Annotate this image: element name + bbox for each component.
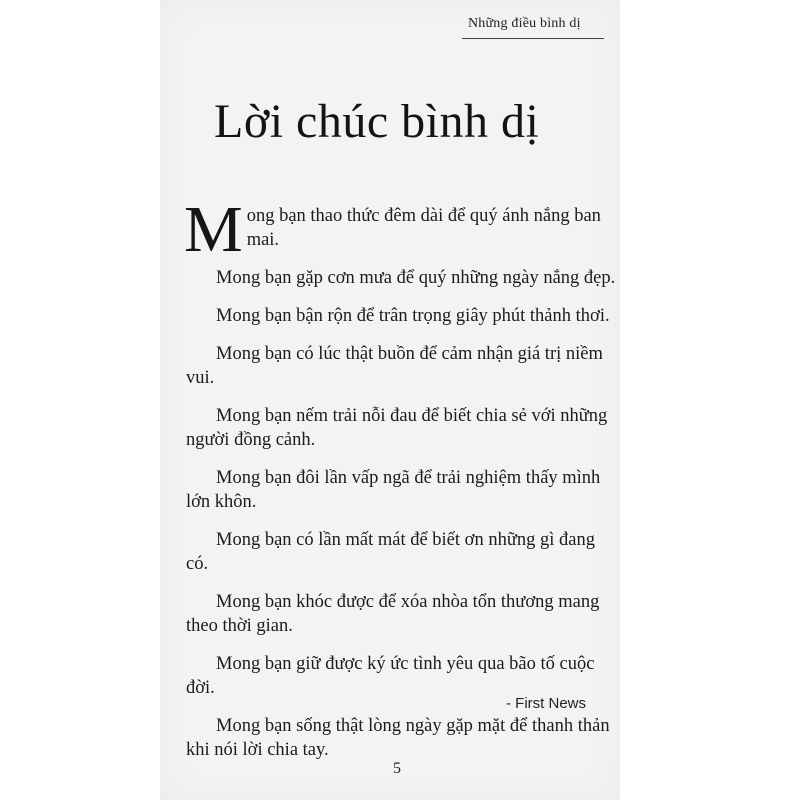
first-paragraph (184, 193, 616, 266)
paragraph: Mong bạn bận rộn để trân trọng giây phút thảnh thơi. (216, 306, 610, 326)
paragraph: Mong bạn nếm trải nỗi đau để biết chia sẻ với những người đồng cảnh. (186, 406, 608, 450)
paragraph: Mong bạn gặp cơn mưa để quý những ngày nắng đẹp. (216, 268, 616, 288)
paragraph: Mong bạn khóc được để xóa nhòa tổn thương mang theo thời gian. (186, 592, 600, 636)
paragraph: Mong bạn sống thật lòng ngày gặp mặt để thanh thản khi nói lời chia tay. (186, 716, 610, 760)
paragraph: Mong bạn có lúc thật buồn để cảm nhận giá trị niềm vui. (186, 344, 603, 388)
page-title: Lời chúc bình dị (214, 95, 540, 148)
page-number: 5 (393, 760, 401, 777)
paragraph: Mong bạn đôi lần vấp ngã để trải nghiệm thấy mình lớn khôn. (186, 468, 601, 512)
header-rule (462, 38, 604, 39)
body-text (184, 193, 616, 776)
first-paragraph-text: ong bạn thao thức đêm dài để quý ánh nắng ban mai. (246, 206, 601, 250)
paragraph: Mong bạn có lần mất mát để biết ơn những gì đang có. (186, 530, 595, 574)
running-header: Những điều bình dị (468, 16, 581, 31)
dropcap: M (184, 193, 243, 266)
paragraph: Mong bạn giữ được ký ức tình yêu qua bão tố cuộc đời. (186, 654, 595, 698)
source-attribution: - First News (506, 695, 586, 712)
